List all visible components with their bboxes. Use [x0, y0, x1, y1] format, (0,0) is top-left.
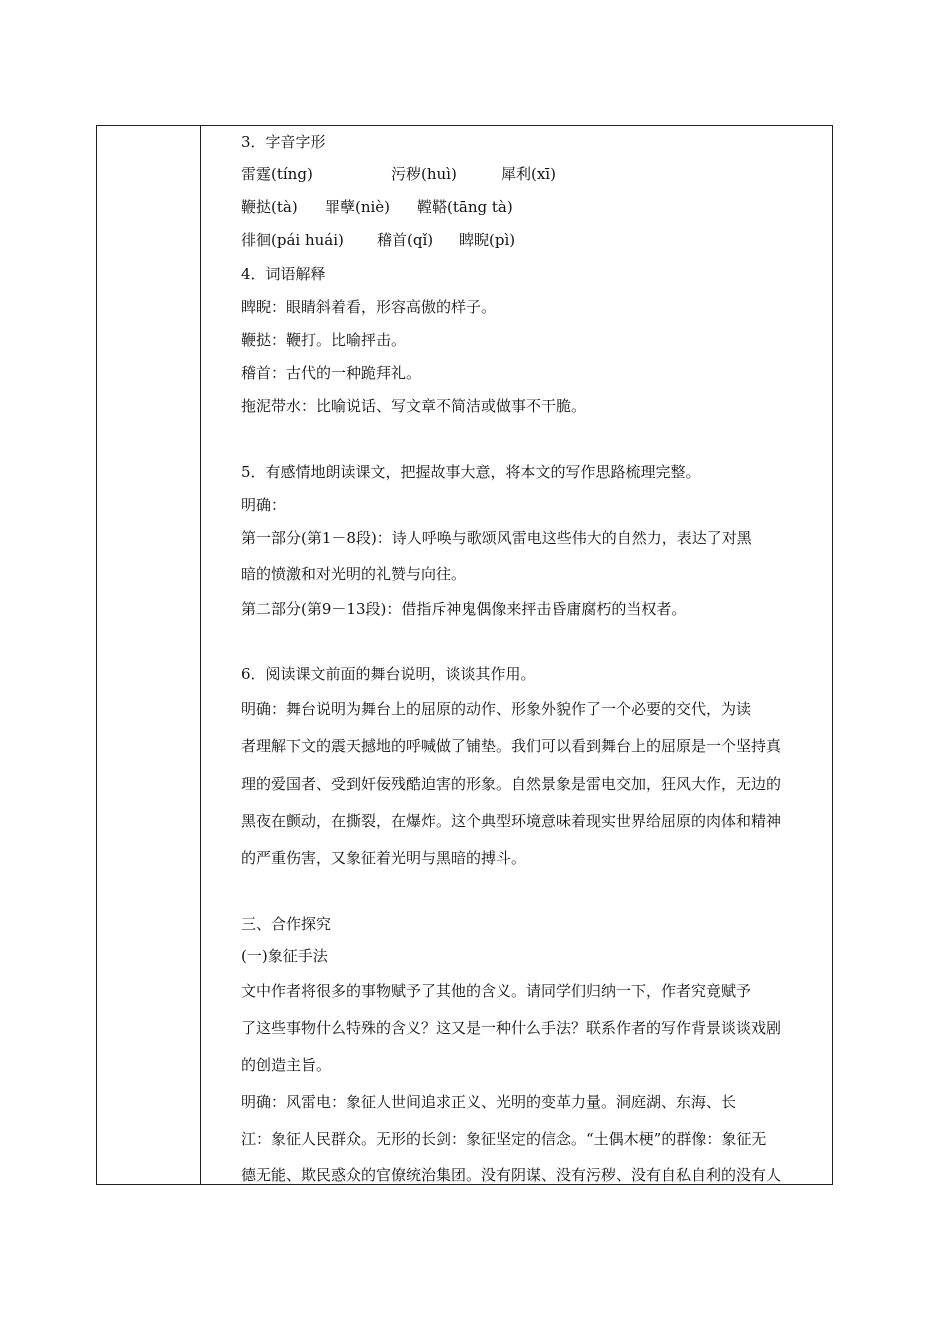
definition-item: 鞭挞：鞭打。比喻抨击。: [241, 331, 407, 349]
question-line: 的创造主旨。: [241, 1056, 332, 1074]
section5-heading: 5．有感情地朗读课文，把握故事大意，将本文的写作思路梳理完整。: [241, 463, 701, 481]
content-cell: [201, 126, 832, 1184]
pronunciation-item: 雷霆(tíng): [241, 165, 313, 183]
paragraph-line: 明确：舞台说明为舞台上的屈原的动作、形象外貌作了一个必要的交代，为读: [241, 700, 752, 718]
paragraph-line: 理的爱国者、受到奸佞残酷迫害的形象。自然景象是雷电交加，狂风大作，无边的: [241, 775, 782, 793]
pronunciation-item: 污秽(huì): [391, 165, 457, 183]
part1-line: 第一部分(第1－8段)：诗人呼唤与歌颂风雷电这些伟大的自然力，表达了对黑: [241, 529, 752, 547]
section-coop-heading: 三、合作探究: [241, 915, 332, 933]
answer-line: 明确：风雷电：象征人世间追求正义、光明的变革力量。洞庭湖、东海、长: [241, 1093, 737, 1111]
pronunciation-item: 鞭挞(tà): [241, 198, 298, 216]
pronunciation-item: 徘徊(pái huái): [241, 231, 344, 249]
answer-label: 明确：: [241, 496, 287, 514]
question-line: 了这些事物什么特殊的含义？这又是一种什么手法？联系作者的写作背景谈谈戏剧: [241, 1019, 782, 1037]
pronunciation-item: 犀利(xī): [501, 165, 556, 183]
part1-line: 暗的愤激和对光明的礼赞与向往。: [241, 565, 467, 583]
answer-line: 德无能、欺民惑众的官僚统治集团。没有阴谋、没有污秽、没有自私自利的没有人: [241, 1166, 782, 1184]
section6-heading: 6．阅读课文前面的舞台说明，谈谈其作用。: [241, 665, 536, 683]
paragraph-line: 者理解下文的震天撼地的呼喊做了铺垫。我们可以看到舞台上的屈原是一个坚持真: [241, 737, 782, 755]
section4-heading: 4．词语解释: [241, 265, 326, 283]
question-line: 文中作者将很多的事物赋予了其他的含义。请同学们归纳一下，作者究竟赋予: [241, 982, 752, 1000]
answer-line: 江：象征人民群众。无形的长剑：象征坚定的信念。“土偶木梗”的群像：象征无: [241, 1130, 767, 1148]
pronunciation-item: 罪孽(niè): [325, 198, 391, 216]
lesson-table: [96, 125, 833, 1185]
paragraph-line: 的严重伤害，又象征着光明与黑暗的搏斗。: [241, 849, 527, 867]
section3-heading: 3．字音字形: [241, 133, 326, 151]
definition-item: 稽首：古代的一种跪拜礼。: [241, 364, 422, 382]
part2-line: 第二部分(第9－13段)：借指斥神鬼偶像来抨击昏庸腐朽的当权者。: [241, 600, 687, 618]
pronunciation-item: 鞺鞳(tāng tà): [417, 198, 513, 216]
definition-item: 睥睨：眼睛斜着看，形容高傲的样子。: [241, 298, 497, 316]
paragraph-line: 黑夜在颤动，在撕裂，在爆炸。这个典型环境意味着现实世界给屈原的肉体和精神: [241, 812, 782, 830]
pronunciation-item: 稽首(qǐ): [377, 231, 434, 249]
definition-item: 拖泥带水：比喻说话、写文章不简洁或做事不干脆。: [241, 397, 587, 415]
pronunciation-item: 睥睨(pì): [459, 231, 516, 249]
section-coop-subheading: (一)象征手法: [241, 947, 328, 965]
